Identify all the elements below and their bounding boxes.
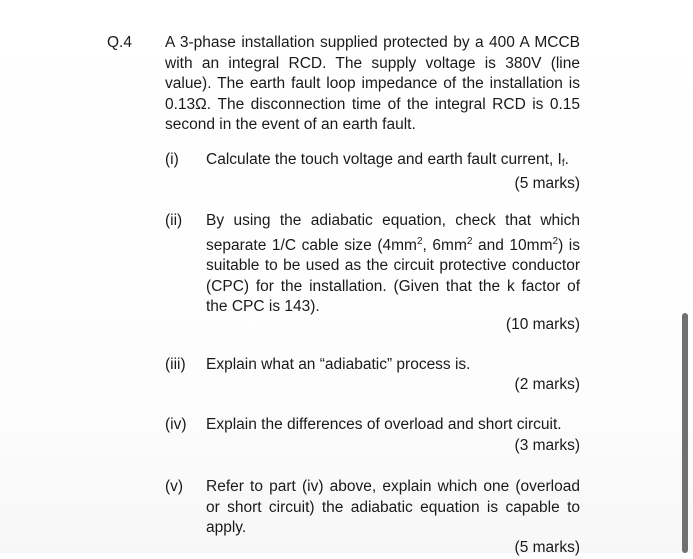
text-fragment: ) is [558, 236, 580, 254]
stem-line: with an integral RCD. The supply voltage is 380V (line [165, 54, 580, 72]
part-number: (iv) [165, 416, 187, 433]
part-line: By using the adiabatic equation, check that which [206, 212, 580, 229]
marks-label: (3 marks) [514, 437, 580, 454]
part-ii [165, 211, 580, 341]
stem-line: value). The earth fault loop impedance of the installation is [165, 75, 580, 92]
part-line: Refer to part (iv) above, explain which one (overload [206, 478, 580, 495]
part-line: (CPC) for the installation. (Given that the k factor of [206, 277, 580, 295]
part-line: apply. [206, 519, 247, 536]
subscript: f [561, 158, 565, 169]
superscript: 2 [416, 235, 423, 247]
part-iv [165, 415, 580, 460]
part-number: (i) [165, 151, 179, 168]
superscript: 2 [466, 235, 473, 247]
part-line: Explain the differences of overload and short circuit. [206, 416, 562, 433]
part-number: (iii) [165, 356, 186, 373]
part-text [206, 150, 580, 175]
stem-line: 0.13Ω. The disconnection time of the integral RCD is 0.15 [165, 95, 580, 113]
part-text-main: Calculate the touch voltage and earth fault current, I [206, 151, 562, 168]
part-iii [165, 355, 580, 400]
part-text [206, 415, 580, 436]
part-number: (v) [165, 478, 184, 495]
marks-label: (2 marks) [514, 376, 580, 393]
part-text [206, 211, 580, 318]
marks-label: (5 marks) [514, 539, 580, 556]
question-stem [165, 33, 580, 136]
part-text [206, 477, 580, 539]
marks-label: (10 marks) [505, 316, 580, 333]
part-text [206, 355, 580, 376]
part-line [206, 232, 580, 257]
part-text-end: . [564, 151, 569, 168]
text-fragment: and 10mm [472, 236, 553, 254]
marks-label: (5 marks) [514, 175, 580, 192]
stem-line: second in the event of an earth fault. [165, 116, 416, 133]
part-line: the CPC is 143). [206, 298, 320, 315]
part-line [206, 150, 580, 175]
part-line: Explain what an “adiabatic” process is. [206, 356, 471, 373]
part-line: or short circuit) the adiabatic equation is capable to [206, 498, 580, 516]
scrollbar[interactable] [682, 313, 688, 553]
text-fragment: separate 1/C cable size (4mm [206, 236, 417, 254]
superscript: 2 [552, 235, 559, 247]
part-number: (ii) [165, 212, 183, 229]
part-v [165, 477, 580, 556]
question-number: Q.4 [107, 34, 132, 51]
stem-line: A 3-phase installation supplied protected by a 400 A MCCB [165, 34, 580, 51]
part-i [165, 150, 580, 195]
part-line: suitable to be used as the circuit protective conductor [206, 257, 580, 274]
text-fragment: , 6mm [422, 236, 467, 254]
